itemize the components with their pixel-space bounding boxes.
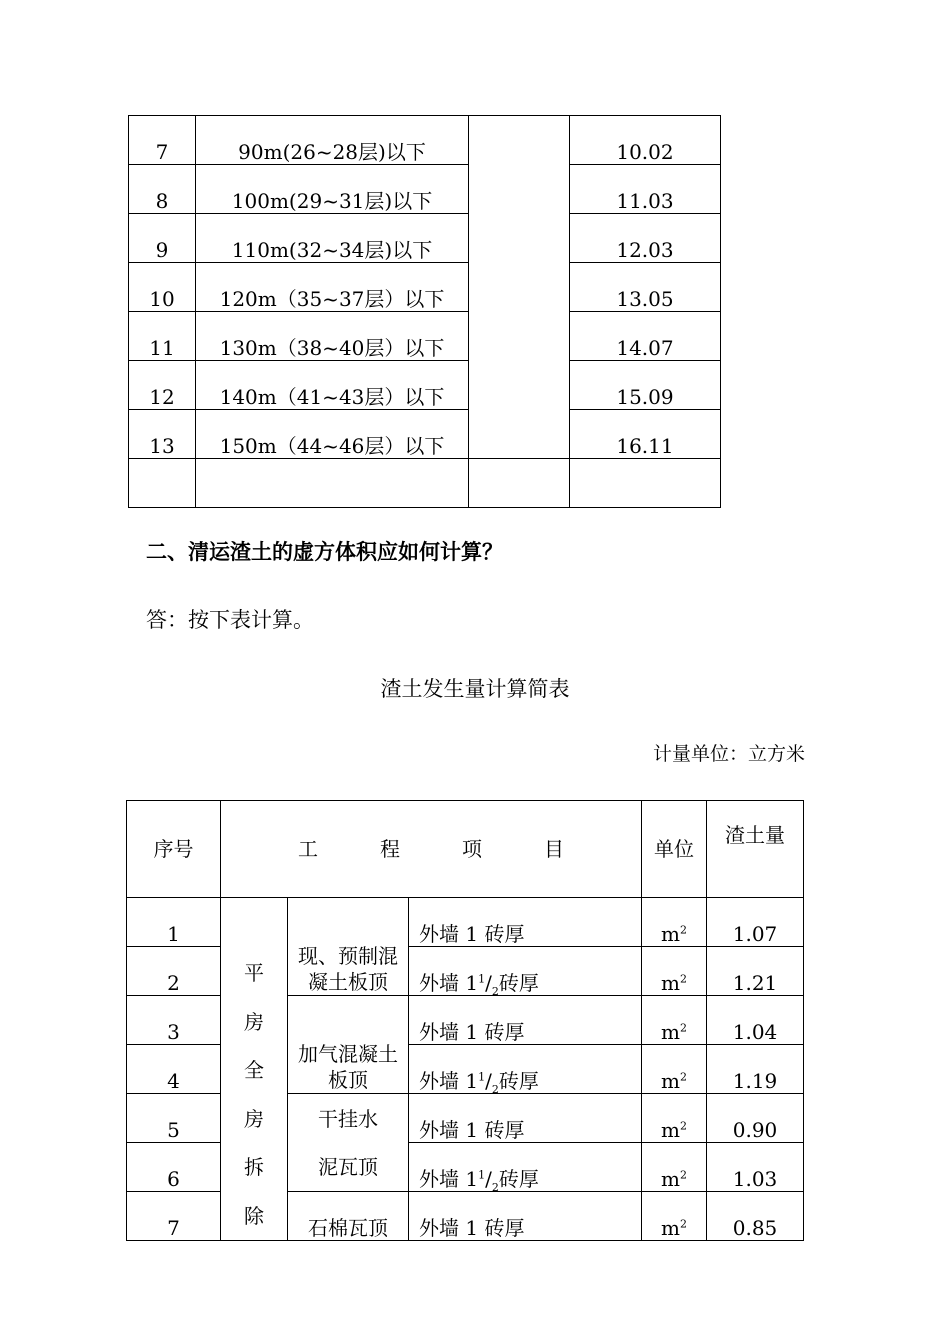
empty-cell xyxy=(196,459,469,508)
table-row xyxy=(129,214,721,263)
unit-cell xyxy=(642,1192,707,1241)
wall-thickness: 外墙 1 砖厚 xyxy=(409,996,642,1045)
row-number: 12 xyxy=(129,361,196,410)
height-range: 110m(32~34层)以下 xyxy=(196,214,469,263)
debris-amount: 1.04 xyxy=(707,996,804,1045)
wall-label: 外墙 1 xyxy=(419,1167,479,1191)
coefficient-value: 11.03 xyxy=(570,165,721,214)
wall-thickness: 外墙 $1^1/_2$砖厚 xyxy=(409,1143,642,1192)
header-unit xyxy=(642,801,707,898)
row-number: 11 xyxy=(129,312,196,361)
unit-cell xyxy=(642,898,707,947)
category-char: 房 xyxy=(244,1106,264,1131)
merged-empty-cell xyxy=(469,116,570,459)
header-seq: 序号 xyxy=(127,801,221,898)
row-number: 6 xyxy=(127,1143,221,1192)
wall-label: 外墙 1 xyxy=(419,1069,479,1093)
unit-cell xyxy=(642,1143,707,1192)
row-number: 8 xyxy=(129,165,196,214)
coefficient-value: 14.07 xyxy=(570,312,721,361)
wall-thickness: 外墙 1 砖厚 xyxy=(409,898,642,947)
table-row-empty xyxy=(129,459,721,508)
fraction-num: 1 xyxy=(478,1168,486,1182)
header-unit-label: 单位 xyxy=(654,837,694,861)
header-project-char: 工 xyxy=(298,837,318,861)
table-row xyxy=(129,165,721,214)
header-project xyxy=(221,801,642,898)
unit-base: m xyxy=(661,1069,680,1093)
unit-cell xyxy=(642,1045,707,1094)
header-row xyxy=(127,801,804,898)
wall-thickness: 外墙 1 砖厚 xyxy=(409,1094,642,1143)
row-number: 2 xyxy=(127,947,221,996)
unit-sup: 2 xyxy=(679,1021,687,1035)
height-range: 100m(29~31层)以下 xyxy=(196,165,469,214)
fraction-den: 2 xyxy=(491,1083,499,1096)
unit-base: m xyxy=(661,1167,680,1191)
coefficient-value: 15.09 xyxy=(570,361,721,410)
debris-amount: 1.03 xyxy=(707,1143,804,1192)
unit-base: m xyxy=(661,922,680,946)
empty-cell xyxy=(469,459,570,508)
height-range: 90m(26~28层)以下 xyxy=(196,116,469,165)
unit-base: m xyxy=(661,1118,680,1142)
row-number: 7 xyxy=(129,116,196,165)
question-heading: 二、清运渣土的虚方体积应如何计算？ xyxy=(146,540,503,564)
roof-type-concrete-slab: 现、预制混凝土板顶 xyxy=(288,898,409,996)
height-range: 140m（41~43层）以下 xyxy=(196,361,469,410)
fraction-den: 2 xyxy=(491,1181,499,1194)
unit-base: m xyxy=(661,971,680,995)
table-row xyxy=(129,312,721,361)
roof-type-line: 泥瓦顶 xyxy=(318,1155,378,1179)
unit-cell xyxy=(642,996,707,1045)
header-project-char: 项 xyxy=(462,837,482,861)
fraction-num: 1 xyxy=(478,972,486,986)
debris-amount: 1.07 xyxy=(707,898,804,947)
row-number: 1 xyxy=(127,898,221,947)
debris-calculation-table xyxy=(126,800,804,1241)
empty-cell xyxy=(570,459,721,508)
category-cell xyxy=(221,898,288,1241)
unit-sup: 2 xyxy=(679,1217,687,1231)
category-char: 房 xyxy=(244,1009,264,1034)
row-number: 3 xyxy=(127,996,221,1045)
height-range: 130m（38~40层）以下 xyxy=(196,312,469,361)
debris-amount: 1.19 xyxy=(707,1045,804,1094)
category-char: 拆 xyxy=(244,1155,264,1179)
header-project-char: 目 xyxy=(544,837,564,861)
header-project-char: 程 xyxy=(380,837,400,861)
row-number: 10 xyxy=(129,263,196,312)
unit-sup: 2 xyxy=(679,1070,687,1084)
debris-amount: 0.90 xyxy=(707,1094,804,1143)
unit-base: m xyxy=(661,1216,680,1240)
roof-type-line: 干挂水 xyxy=(318,1107,378,1131)
unit-cell xyxy=(642,1094,707,1143)
wall-label: 外墙 1 xyxy=(419,971,479,995)
row-number: 7 xyxy=(127,1192,221,1241)
category-char: 平 xyxy=(244,961,264,985)
fraction-num: 1 xyxy=(478,1070,486,1084)
row-number: 4 xyxy=(127,1045,221,1094)
row-number: 13 xyxy=(129,410,196,459)
row-number: 9 xyxy=(129,214,196,263)
wall-suffix: 砖厚 xyxy=(498,1167,539,1191)
unit-sup: 2 xyxy=(679,1168,687,1182)
height-coefficient-table xyxy=(128,115,721,508)
roof-type-asbestos-tile: 石棉瓦顶 xyxy=(288,1192,409,1241)
unit-base: m xyxy=(661,1020,680,1044)
table-row xyxy=(127,898,804,947)
fraction-den: 2 xyxy=(491,985,499,998)
category-char: 全 xyxy=(244,1058,264,1082)
wall-thickness: 外墙 1 砖厚 xyxy=(409,1192,642,1241)
coefficient-value: 10.02 xyxy=(570,116,721,165)
empty-cell xyxy=(129,459,196,508)
table-row xyxy=(129,116,721,165)
debris-amount: 1.21 xyxy=(707,947,804,996)
category-char: 除 xyxy=(244,1203,264,1228)
wall-suffix: 砖厚 xyxy=(498,971,539,995)
table-row xyxy=(129,410,721,459)
unit-sup: 2 xyxy=(679,1119,687,1133)
coefficient-value: 12.03 xyxy=(570,214,721,263)
unit-sup: 2 xyxy=(679,923,687,937)
table-title: 渣土发生量计算简表 xyxy=(380,677,570,701)
roof-type-aerated-slab: 加气混凝土板顶 xyxy=(288,996,409,1094)
wall-thickness: 外墙 $1^1/_2$砖厚 xyxy=(409,1045,642,1094)
table-row xyxy=(129,263,721,312)
unit-sup: 2 xyxy=(679,972,687,986)
wall-thickness: 外墙 $1^1/_2$砖厚 xyxy=(409,947,642,996)
answer-text: 答：按下表计算。 xyxy=(146,608,314,632)
debris-amount: 0.85 xyxy=(707,1192,804,1241)
table-row xyxy=(129,361,721,410)
coefficient-value: 16.11 xyxy=(570,410,721,459)
row-number: 5 xyxy=(127,1094,221,1143)
header-amount: 渣土量 xyxy=(707,801,804,898)
roof-type-cement-tile xyxy=(288,1094,409,1192)
unit-cell xyxy=(642,947,707,996)
unit-note: 计量单位：立方米 xyxy=(652,743,805,765)
height-range: 120m（35~37层）以下 xyxy=(196,263,469,312)
height-range: 150m（44~46层）以下 xyxy=(196,410,469,459)
wall-suffix: 砖厚 xyxy=(498,1069,539,1093)
coefficient-value: 13.05 xyxy=(570,263,721,312)
